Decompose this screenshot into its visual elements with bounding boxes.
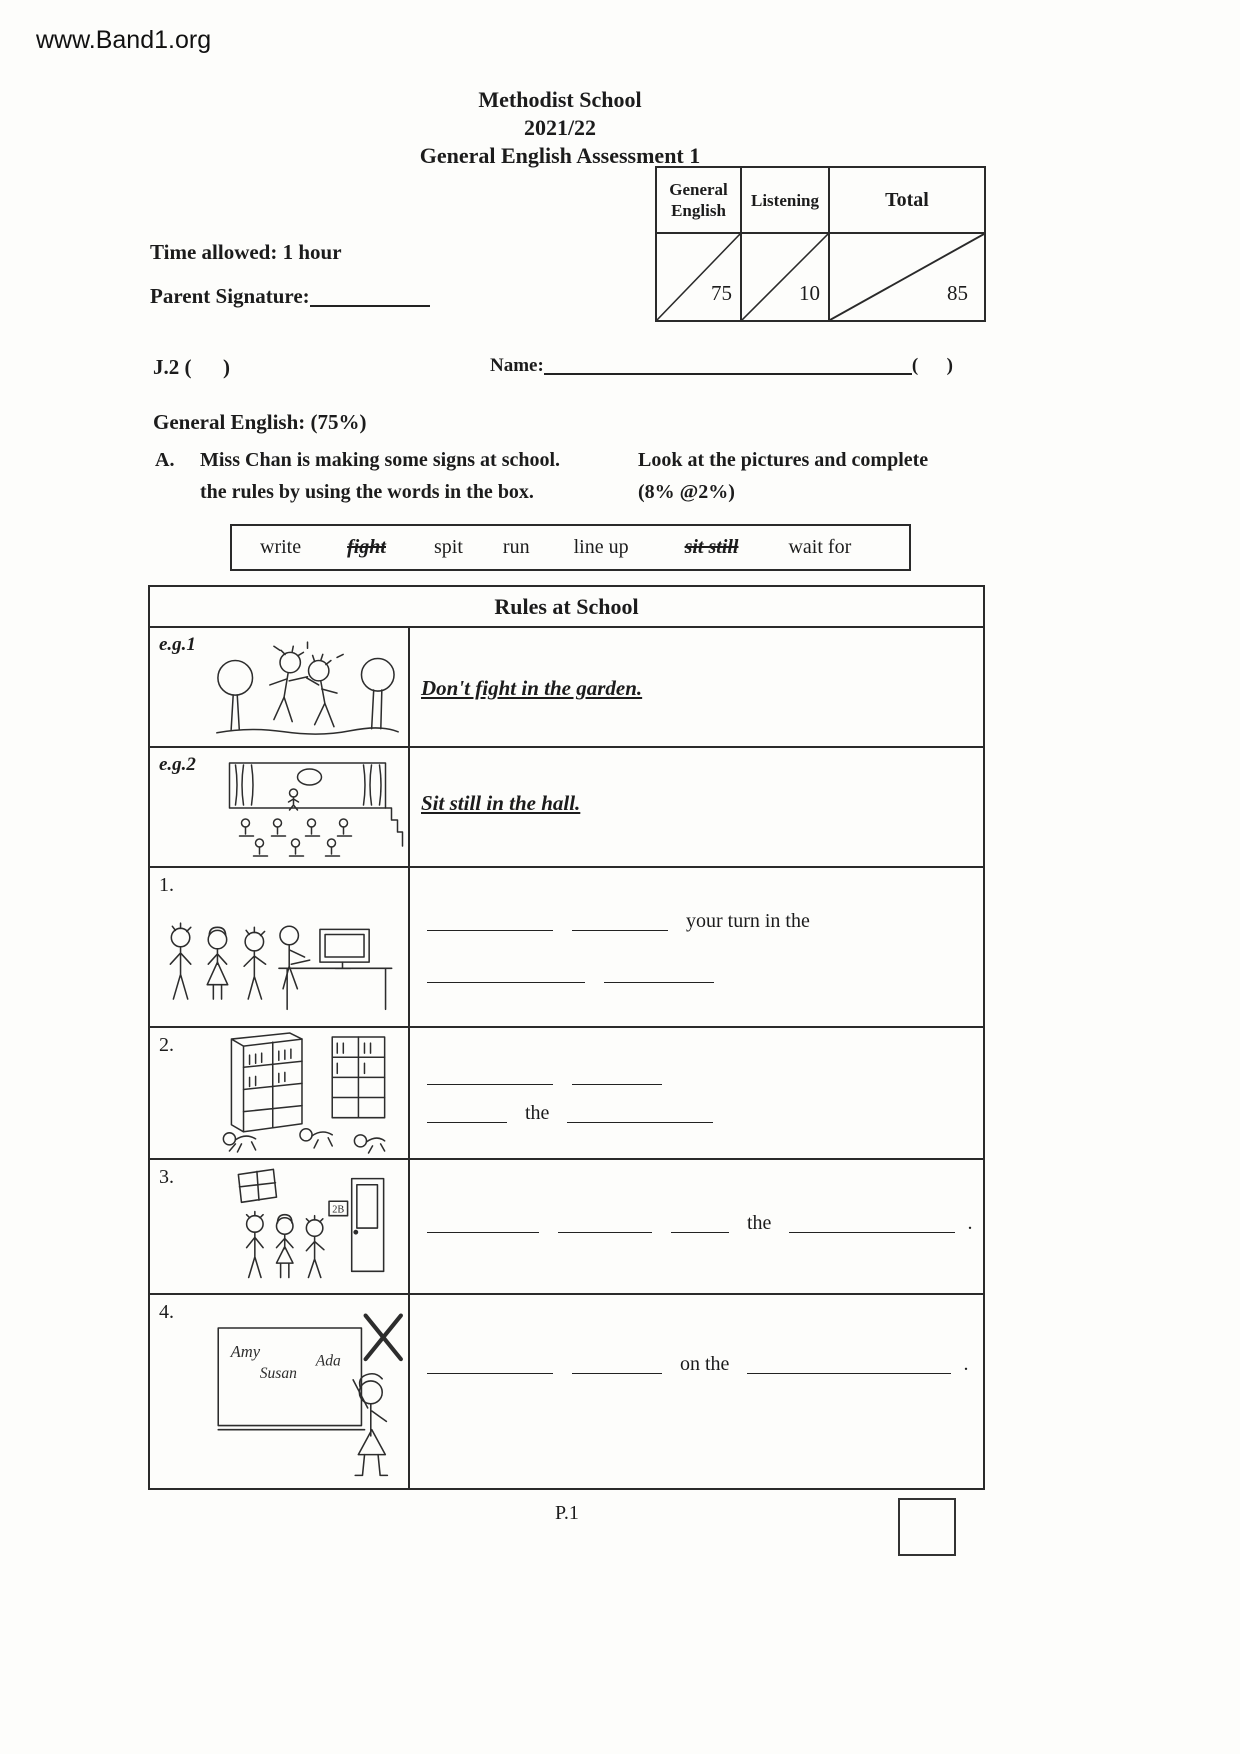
name-row [490, 353, 953, 377]
parent-signature-row [150, 284, 430, 309]
answer-line-4 [420, 1353, 968, 1376]
name-suffix: ( ) [911, 355, 953, 376]
row-label-2: 2. [159, 1034, 174, 1056]
school-name: Methodist School [478, 87, 642, 112]
score-col-general-line1: General [669, 180, 728, 199]
rules-row-eg2 [150, 748, 983, 868]
corner-marker-box [898, 1498, 956, 1556]
example-answer-2: Sit still in the hall. [421, 791, 581, 815]
class-line: J.2 ( ) [153, 355, 230, 379]
page-number: P.1 [555, 1502, 579, 1524]
parent-signature-line [310, 285, 430, 307]
rules-table [148, 585, 985, 1490]
general-english-heading: General English: (75%) [153, 410, 367, 434]
word-fight: fight [347, 536, 386, 558]
picture-cell-eg1 [150, 628, 410, 746]
rules-row-eg1 [150, 628, 983, 748]
answer-blank [427, 1212, 539, 1233]
library-illustration [208, 1031, 400, 1157]
blackboard-name-3: Ada [315, 1352, 341, 1370]
parent-signature-label: Parent Signature: [150, 284, 310, 308]
name-label: Name: [490, 355, 544, 376]
blackboard-name-2: Susan [259, 1364, 297, 1382]
row-label-3: 3. [159, 1166, 174, 1188]
assessment-title: General English Assessment 1 [419, 143, 701, 168]
score-col-general-line2: English [671, 201, 726, 220]
word-sit-still: sit still [684, 536, 739, 558]
word-write: write [260, 536, 302, 558]
answer-blank [427, 1064, 553, 1085]
answer-blank [572, 1353, 662, 1374]
answer-text-1: your turn in the [686, 910, 810, 932]
answer-blank [427, 910, 553, 931]
answer-text-2: the [525, 1102, 550, 1124]
score-cell-general [657, 234, 742, 320]
word-spit: spit [434, 536, 463, 558]
diagonal-line [657, 234, 740, 320]
row-label-eg2: e.g.2 [159, 754, 196, 775]
score-col-total [830, 168, 984, 234]
answer-cell-eg2 [410, 748, 983, 866]
score-col-listening [742, 168, 830, 234]
watermark: www.Band1.org [36, 26, 212, 54]
answer-blank [427, 1102, 507, 1123]
answer-blank [558, 1212, 652, 1233]
diagonal-line [830, 234, 984, 320]
garden-fight-illustration [210, 632, 404, 744]
picture-cell-2 [150, 1028, 410, 1158]
answer-line-2b [420, 1102, 720, 1125]
answer-cell-4 [410, 1295, 983, 1488]
instruction-line2-right: (8% @2%) [638, 481, 735, 503]
answer-blank [789, 1212, 955, 1233]
listening-score: 10 [799, 281, 820, 305]
rules-row-4 [150, 1295, 983, 1488]
answer-blank [572, 1064, 662, 1085]
assembly-hall-illustration [216, 753, 404, 863]
instruction-line1-right: Look at the pictures and complete [638, 449, 929, 471]
word-box [230, 524, 911, 571]
score-col-total-label: Total [885, 188, 929, 211]
answer-cell-2 [410, 1028, 983, 1158]
answer-cell-1 [410, 868, 983, 1026]
row-label-4: 4. [159, 1301, 174, 1323]
answer-line-3 [420, 1212, 972, 1235]
rules-row-1 [150, 868, 983, 1028]
row-label-eg1: e.g.1 [159, 634, 196, 655]
picture-cell-eg2 [150, 748, 410, 866]
cross-mark [366, 1316, 401, 1360]
instruction-line2-left: the rules by using the words in the box. [200, 481, 534, 503]
paper-header [330, 86, 790, 170]
example-answer-1: Don't fight in the garden. [421, 676, 643, 700]
blackboard-illustration [212, 1311, 404, 1483]
door-queue-illustration [226, 1163, 396, 1289]
answer-cell-eg1 [410, 628, 983, 746]
picture-cell-3 [150, 1160, 410, 1293]
answer-punct-4: . [963, 1353, 969, 1375]
answer-text-3: the [747, 1212, 772, 1234]
school-year: 2021/22 [523, 115, 597, 140]
answer-text-4: on the [680, 1353, 730, 1375]
answer-blank [604, 962, 714, 983]
word-line-up: line up [573, 536, 629, 558]
answer-blank [671, 1212, 729, 1233]
rules-row-2 [150, 1028, 983, 1160]
answer-cell-3 [410, 1160, 983, 1293]
answer-blank [567, 1102, 713, 1123]
rules-row-3 [150, 1160, 983, 1295]
answer-blank [427, 962, 585, 983]
blackboard-name-1: Amy [230, 1342, 261, 1362]
picture-cell-4 [150, 1295, 410, 1488]
door-sign-label: 2B [332, 1204, 345, 1216]
name-line [544, 353, 912, 375]
score-cell-listening [742, 234, 830, 320]
word-run: run [502, 536, 530, 558]
total-score: 85 [947, 281, 968, 305]
answer-blank [427, 1353, 553, 1374]
section-a-label: A. [155, 449, 175, 471]
answer-line-1b [420, 962, 721, 985]
score-col-listening-label: Listening [750, 190, 820, 210]
instruction-line1-left: Miss Chan is making some signs at school. [200, 449, 561, 471]
picture-cell-1 [150, 868, 410, 1026]
answer-blank [572, 910, 668, 931]
general-english-score: 75 [711, 281, 732, 305]
answer-line-2a [420, 1064, 669, 1087]
answer-punct-3: . [967, 1212, 973, 1234]
time-allowed: Time allowed: 1 hour [150, 240, 342, 264]
word-wait-for: wait for [788, 536, 852, 558]
computer-queue-illustration [158, 890, 404, 1022]
rules-table-title: Rules at School [150, 587, 983, 628]
answer-line-1a [420, 910, 816, 933]
row-label-1: 1. [159, 874, 174, 896]
score-col-general-english [657, 168, 742, 234]
diagonal-line [742, 234, 828, 320]
score-table [655, 166, 986, 322]
answer-blank [747, 1353, 951, 1374]
score-cell-total [830, 234, 984, 320]
